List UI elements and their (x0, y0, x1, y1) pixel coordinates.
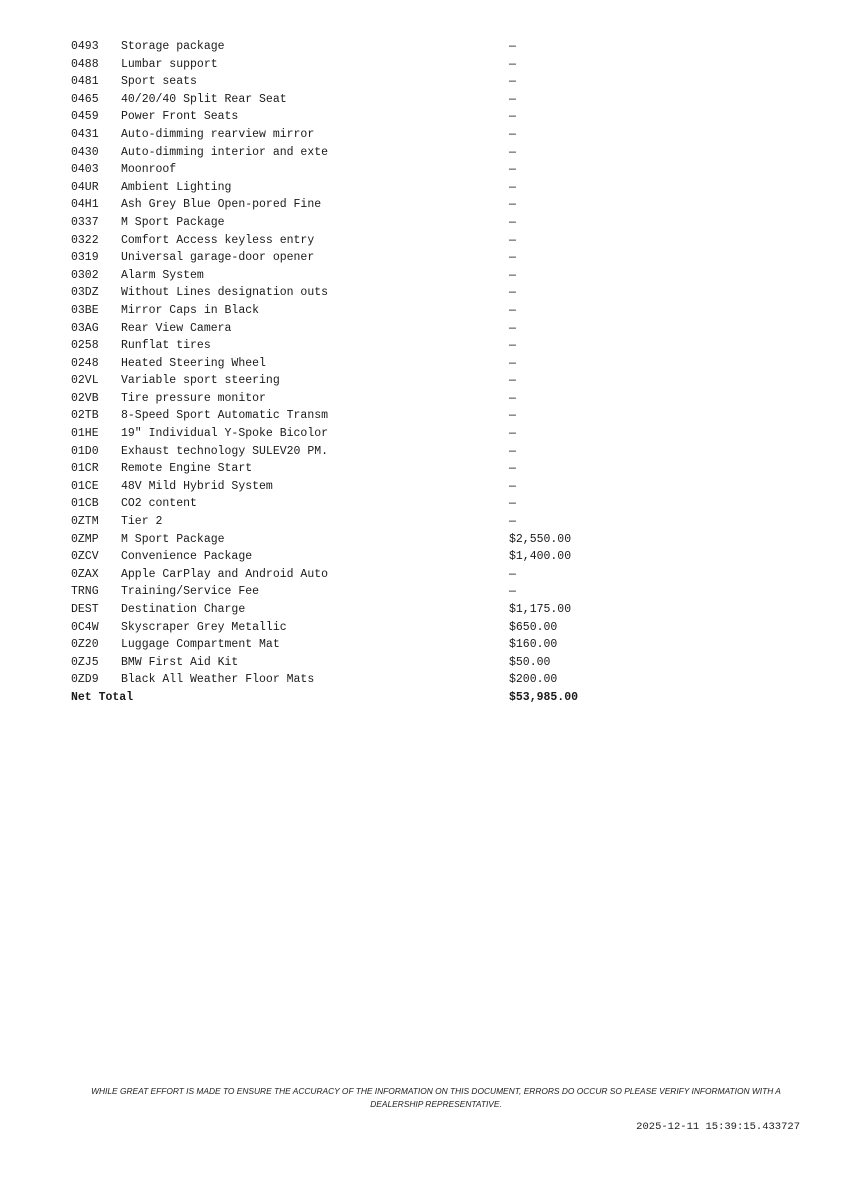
line-item-row (71, 108, 631, 126)
option-description: Luggage Compartment Mat (121, 638, 280, 652)
option-description: Ash Grey Blue Open-pored Fine (121, 198, 322, 212)
option-price: $160.00 (509, 638, 558, 652)
option-description: Alarm System (121, 268, 204, 282)
option-price: $1,400.00 (509, 550, 572, 564)
line-item-row (71, 671, 631, 689)
line-item-row (71, 249, 631, 267)
line-item-row (71, 548, 631, 566)
option-description: Black All Weather Floor Mats (121, 673, 315, 687)
option-description: Remote Engine Start (121, 462, 253, 476)
option-description: Variable sport steering (121, 374, 280, 388)
option-code: DEST (71, 603, 99, 616)
net-total-label: Net Total (71, 690, 134, 704)
option-price: — (509, 215, 516, 229)
line-item-row (71, 161, 631, 179)
option-code: 02VB (71, 391, 99, 405)
net-total-value: $53,985.00 (509, 690, 579, 704)
option-code: 0ZJ5 (71, 655, 99, 669)
option-code: 02TB (71, 409, 99, 423)
line-item-row (71, 232, 631, 250)
option-code: 0ZTM (71, 515, 99, 529)
line-item-row (71, 654, 631, 672)
option-price: — (509, 515, 516, 529)
option-price: — (509, 444, 516, 458)
option-price: — (509, 40, 516, 53)
option-description: 40/20/40 Split Rear Seat (121, 92, 287, 106)
option-code: 0488 (71, 57, 99, 71)
disclaimer-text: WHILE GREAT EFFORT IS MADE TO ENSURE THE ACCURACY OF THE INFORMATION ON THIS DOCUMENT, ERRORS DO OCCUR SO PLEASE VERIFY INFORMATION WITH A DEALERSHIP REPRESENTATIVE. (91, 1086, 781, 1109)
line-item-row (71, 144, 631, 162)
option-description: Mirror Caps in Black (121, 303, 260, 317)
option-description: Without Lines designation outs (121, 286, 329, 300)
option-description: BMW First Aid Kit (121, 655, 239, 669)
option-description: Auto-dimming interior and exte (121, 145, 329, 159)
option-price: — (509, 497, 516, 511)
option-code: 01D0 (71, 444, 99, 458)
option-price: — (509, 356, 516, 370)
option-price: — (509, 303, 516, 317)
option-code: 0319 (71, 251, 99, 265)
option-price: — (509, 286, 516, 300)
option-price: — (509, 321, 516, 335)
line-item-row (71, 460, 631, 478)
option-price: — (509, 339, 516, 353)
net-total-row (71, 689, 631, 707)
option-price: — (509, 391, 516, 405)
option-description: Universal garage-door opener (121, 251, 315, 265)
option-code: 0258 (71, 339, 99, 353)
line-item-row (71, 636, 631, 654)
option-description: Ambient Lighting (121, 180, 232, 194)
option-code: 04UR (71, 180, 99, 194)
line-item-row (71, 284, 631, 302)
option-code: 02VL (71, 374, 99, 388)
option-description: 19" Individual Y-Spoke Bicolor (121, 427, 329, 441)
line-item-row (71, 214, 631, 232)
option-price: — (509, 57, 516, 71)
option-code: 01CB (71, 497, 99, 511)
option-price: — (509, 110, 516, 124)
option-description: Storage package (121, 40, 225, 53)
option-code: 03BE (71, 303, 99, 317)
option-price: — (509, 268, 516, 282)
option-price: — (509, 462, 516, 476)
line-item-row (71, 531, 631, 549)
line-item-row (71, 196, 631, 214)
line-item-row (71, 425, 631, 443)
line-item-row (71, 390, 631, 408)
timestamp: 2025-12-11 15:39:15.433727 (636, 1121, 800, 1133)
option-price: — (509, 374, 516, 388)
option-description: Tire pressure monitor (121, 391, 266, 405)
option-description: Auto-dimming rearview mirror (121, 127, 315, 141)
line-item-row (71, 56, 631, 74)
option-code: 03AG (71, 321, 99, 335)
option-price: — (509, 127, 516, 141)
option-description: M Sport Package (121, 215, 225, 229)
line-item-row (71, 513, 631, 531)
option-code: 0ZAX (71, 567, 99, 581)
option-price: — (509, 479, 516, 493)
option-description: Sport seats (121, 75, 197, 89)
option-code: TRNG (71, 585, 99, 599)
option-code: 04H1 (71, 198, 99, 212)
line-item-row (71, 407, 631, 425)
option-code: 03DZ (71, 286, 99, 300)
option-price: $200.00 (509, 673, 558, 687)
option-description: Heated Steering Wheel (121, 356, 266, 370)
option-description: CO2 content (121, 497, 197, 511)
option-code: 0481 (71, 75, 99, 89)
line-item-row (71, 601, 631, 619)
option-description: Apple CarPlay and Android Auto (121, 567, 329, 581)
line-item-row (71, 320, 631, 338)
option-code: 0322 (71, 233, 99, 247)
line-item-row (71, 566, 631, 584)
option-price: — (509, 92, 516, 106)
option-price: — (509, 427, 516, 441)
option-code: 0248 (71, 356, 99, 370)
option-description: Power Front Seats (121, 110, 239, 124)
option-description: Runflat tires (121, 339, 211, 353)
option-price: — (509, 145, 516, 159)
line-item-row (71, 619, 631, 637)
option-description: Rear View Camera (121, 321, 232, 335)
option-code: 0302 (71, 268, 99, 282)
line-item-row (71, 583, 631, 601)
option-description: Moonroof (121, 163, 177, 177)
line-item-row (71, 443, 631, 461)
line-item-row (71, 302, 631, 320)
option-price: — (509, 409, 516, 423)
option-price: — (509, 233, 516, 247)
line-item-row (71, 91, 631, 109)
option-description: Comfort Access keyless entry (121, 233, 315, 247)
option-description: Training/Service Fee (121, 585, 260, 599)
line-item-row (71, 38, 631, 56)
option-price: — (509, 75, 516, 89)
option-description: 8-Speed Sport Automatic Transm (121, 409, 329, 423)
option-description: Exhaust technology SULEV20 PM. (121, 444, 329, 458)
option-code: 01CE (71, 479, 99, 493)
option-code: 0403 (71, 163, 99, 177)
option-price: — (509, 585, 516, 599)
option-code: 0ZMP (71, 532, 99, 546)
option-code: 0ZD9 (71, 673, 99, 687)
option-price: — (509, 198, 516, 212)
option-price: $2,550.00 (509, 532, 572, 546)
line-items-table (71, 38, 631, 707)
option-price: $650.00 (509, 620, 558, 634)
line-item-row (71, 179, 631, 197)
option-price: $50.00 (509, 655, 551, 669)
option-price: — (509, 163, 516, 177)
option-price: $1,175.00 (509, 603, 572, 616)
option-price: — (509, 180, 516, 194)
option-code: 0431 (71, 127, 99, 141)
option-code: 0465 (71, 92, 99, 106)
option-description: M Sport Package (121, 532, 225, 546)
option-code: 0430 (71, 145, 99, 159)
option-code: 0459 (71, 110, 99, 124)
option-description: Convenience Package (121, 550, 253, 564)
option-code: 0Z20 (71, 638, 99, 652)
option-description: 48V Mild Hybrid System (121, 479, 273, 493)
line-item-row (71, 355, 631, 373)
option-description: Lumbar support (121, 57, 218, 71)
option-code: 0ZCV (71, 550, 99, 564)
line-item-row (71, 478, 631, 496)
option-code: 01HE (71, 427, 99, 441)
line-item-row (71, 73, 631, 91)
option-description: Destination Charge (121, 603, 246, 616)
option-code: 0337 (71, 215, 99, 229)
option-code: 01CR (71, 462, 99, 476)
line-item-row (71, 267, 631, 285)
option-code: 0493 (71, 40, 99, 53)
line-item-row (71, 372, 631, 390)
option-price: — (509, 251, 516, 265)
option-description: Tier 2 (121, 515, 163, 529)
option-code: 0C4W (71, 620, 99, 634)
line-item-row (71, 337, 631, 355)
line-item-row (71, 126, 631, 144)
option-price: — (509, 567, 516, 581)
option-description: Skyscraper Grey Metallic (121, 620, 287, 634)
line-item-row (71, 495, 631, 513)
